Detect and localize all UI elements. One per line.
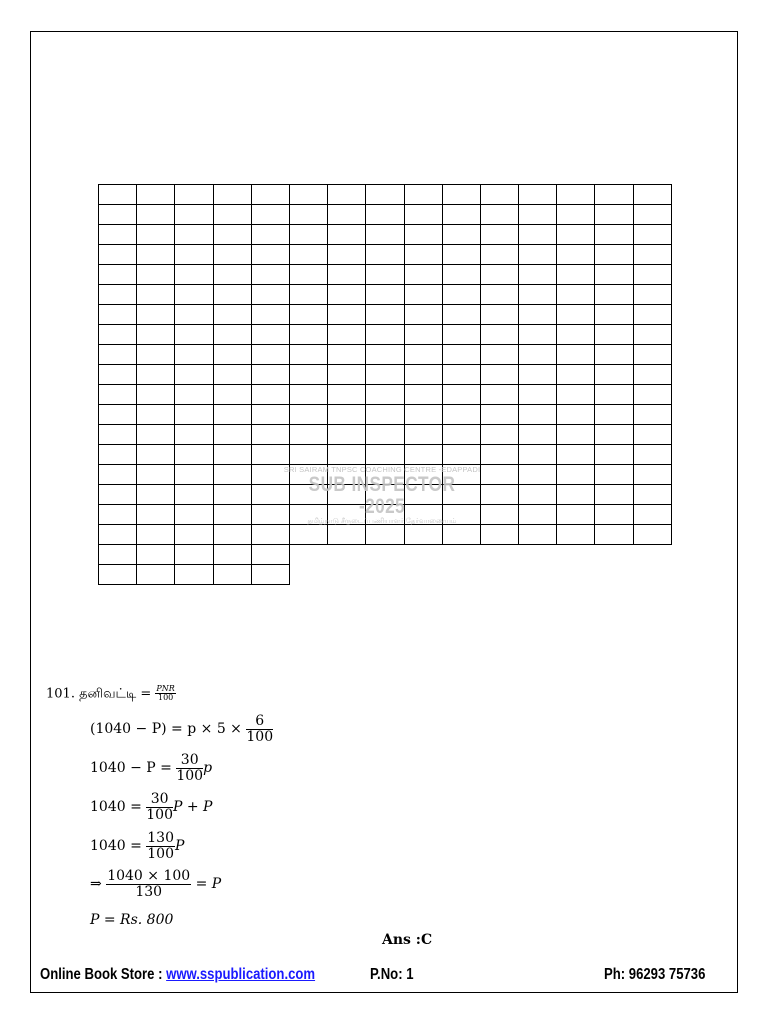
grid-row <box>99 345 672 365</box>
grid-cell <box>633 345 671 365</box>
grid-cell <box>289 245 327 265</box>
grid-cell <box>442 225 480 245</box>
grid-cell <box>289 405 327 425</box>
grid-cell <box>251 565 289 585</box>
grid-cell <box>366 325 404 345</box>
grid-cell <box>175 505 213 525</box>
store-label: Online Book Store : <box>40 966 163 983</box>
grid-cell <box>289 425 327 445</box>
grid-cell <box>404 205 442 225</box>
grid-cell <box>99 325 137 345</box>
grid-cell <box>175 285 213 305</box>
grid-cell <box>480 225 518 245</box>
grid-cell <box>328 365 366 385</box>
watermark <box>272 465 492 526</box>
grid-cell <box>480 245 518 265</box>
grid-cell <box>328 265 366 285</box>
grid-cell <box>289 365 327 385</box>
grid-cell <box>175 325 213 345</box>
grid-cell <box>328 325 366 345</box>
grid-cell <box>519 385 557 405</box>
grid-cell <box>633 445 671 465</box>
grid-cell <box>595 465 633 485</box>
grid-cell <box>633 485 671 505</box>
grid-cell <box>404 365 442 385</box>
grid-cell <box>366 405 404 425</box>
grid-cell <box>595 245 633 265</box>
grid-cell <box>595 225 633 245</box>
grid-cell <box>366 305 404 325</box>
grid-cell <box>175 185 213 205</box>
grid-cell <box>251 385 289 405</box>
grid-cell <box>175 265 213 285</box>
grid-cell <box>175 305 213 325</box>
grid-cell <box>175 345 213 365</box>
grid-cell <box>175 525 213 545</box>
footer-store <box>40 966 315 984</box>
step-2: 1040 − P = $\frac{30}{100}$ p <box>90 752 213 784</box>
grid-cell <box>328 305 366 325</box>
grid-cell <box>366 425 404 445</box>
grid-cell <box>442 305 480 325</box>
grid-cell <box>366 385 404 405</box>
grid-cell <box>480 265 518 285</box>
grid-cell <box>442 425 480 445</box>
grid-cell <box>99 225 137 245</box>
grid-cell <box>404 245 442 265</box>
grid-cell <box>519 425 557 445</box>
grid-cell <box>633 265 671 285</box>
grid-cell <box>366 345 404 365</box>
grid-cell <box>328 285 366 305</box>
grid-cell <box>480 365 518 385</box>
grid-row <box>99 185 672 205</box>
store-link[interactable]: www.sspublication.com <box>166 966 316 983</box>
grid-cell <box>251 285 289 305</box>
answer-grid-extension <box>98 544 290 585</box>
grid-cell <box>175 225 213 245</box>
grid-cell <box>328 225 366 245</box>
grid-cell <box>175 485 213 505</box>
grid-cell <box>442 385 480 405</box>
grid-cell <box>251 225 289 245</box>
grid-cell <box>633 425 671 445</box>
grid-cell <box>213 245 251 265</box>
grid-cell <box>328 345 366 365</box>
grid-cell <box>557 325 595 345</box>
grid-cell <box>137 185 175 205</box>
grid-cell <box>557 465 595 485</box>
grid-row <box>99 305 672 325</box>
grid-cell <box>442 365 480 385</box>
grid-cell <box>633 525 671 545</box>
grid-cell <box>99 545 137 565</box>
grid-cell <box>99 345 137 365</box>
grid-cell <box>633 385 671 405</box>
grid-cell <box>175 405 213 425</box>
grid-cell <box>175 205 213 225</box>
grid-cell <box>404 225 442 245</box>
grid-cell <box>519 365 557 385</box>
grid-cell <box>519 285 557 305</box>
grid-cell <box>175 425 213 445</box>
grid-cell <box>595 205 633 225</box>
grid-cell <box>442 405 480 425</box>
grid-row <box>99 325 672 345</box>
grid-cell <box>366 265 404 285</box>
grid-cell <box>633 405 671 425</box>
grid-cell <box>213 385 251 405</box>
grid-cell <box>213 185 251 205</box>
grid-cell <box>519 445 557 465</box>
grid-cell <box>557 305 595 325</box>
grid-cell <box>633 205 671 225</box>
step-5: ⇒ $\frac{1040 \times 100}{130}$ = P <box>90 868 222 900</box>
grid-cell <box>595 265 633 285</box>
grid-cell <box>251 205 289 225</box>
grid-cell <box>137 345 175 365</box>
grid-cell <box>557 185 595 205</box>
grid-cell <box>213 565 251 585</box>
grid-cell <box>328 205 366 225</box>
grid-cell <box>137 505 175 525</box>
grid-cell <box>251 405 289 425</box>
grid-cell <box>595 425 633 445</box>
grid-cell <box>137 285 175 305</box>
grid-row <box>99 385 672 405</box>
grid-cell <box>99 205 137 225</box>
grid-cell <box>175 385 213 405</box>
grid-cell <box>213 405 251 425</box>
grid-cell <box>366 185 404 205</box>
grid-cell <box>404 525 442 545</box>
grid-row <box>99 545 290 565</box>
grid-cell <box>328 445 366 465</box>
grid-cell <box>633 505 671 525</box>
grid-cell <box>99 465 137 485</box>
grid-cell <box>557 505 595 525</box>
grid-cell <box>404 285 442 305</box>
grid-cell <box>251 365 289 385</box>
grid-cell <box>480 525 518 545</box>
grid-cell <box>366 525 404 545</box>
grid-cell <box>213 205 251 225</box>
question-number: 101. <box>46 686 75 702</box>
grid-cell <box>595 505 633 525</box>
grid-cell <box>595 345 633 365</box>
grid-cell <box>633 225 671 245</box>
step-6: P = Rs. 800 <box>90 912 174 928</box>
grid-cell <box>137 205 175 225</box>
grid-cell <box>175 465 213 485</box>
grid-cell <box>99 565 137 585</box>
grid-cell <box>137 425 175 445</box>
grid-cell <box>137 445 175 465</box>
watermark-line3: தமிழ்நாடு சீருடைப்பணியாளர் தேர்வாணையம் <box>307 518 457 525</box>
grid-cell <box>213 305 251 325</box>
grid-cell <box>289 305 327 325</box>
grid-cell <box>213 285 251 305</box>
grid-cell <box>99 405 137 425</box>
grid-cell <box>213 325 251 345</box>
grid-cell <box>289 345 327 365</box>
grid-cell <box>557 365 595 385</box>
grid-row <box>99 245 672 265</box>
grid-cell <box>595 385 633 405</box>
grid-cell <box>480 185 518 205</box>
grid-cell <box>137 365 175 385</box>
grid-cell <box>251 325 289 345</box>
grid-cell <box>328 525 366 545</box>
grid-cell <box>595 445 633 465</box>
grid-cell <box>289 265 327 285</box>
grid-cell <box>328 405 366 425</box>
grid-cell <box>595 325 633 345</box>
grid-cell <box>99 505 137 525</box>
footer-phone: Ph: 96293 75736 <box>604 966 706 983</box>
grid-cell <box>480 325 518 345</box>
grid-cell <box>557 245 595 265</box>
grid-cell <box>175 245 213 265</box>
grid-cell <box>519 485 557 505</box>
grid-cell <box>595 525 633 545</box>
grid-cell <box>480 305 518 325</box>
grid-cell <box>404 185 442 205</box>
grid-cell <box>137 465 175 485</box>
grid-cell <box>251 525 289 545</box>
question-header: 101. தனிவட்டி = $\frac{\text{PNR}}{100}$ <box>46 684 175 703</box>
grid-cell <box>175 365 213 385</box>
grid-cell <box>137 545 175 565</box>
grid-cell <box>442 205 480 225</box>
grid-cell <box>137 245 175 265</box>
grid-cell <box>251 545 289 565</box>
grid-cell <box>480 425 518 445</box>
grid-cell <box>633 285 671 305</box>
answer: Ans :C <box>382 932 433 948</box>
grid-cell <box>595 405 633 425</box>
grid-cell <box>99 245 137 265</box>
grid-row <box>99 445 672 465</box>
grid-cell <box>137 225 175 245</box>
grid-cell <box>404 325 442 345</box>
grid-cell <box>366 445 404 465</box>
grid-cell <box>519 225 557 245</box>
grid-cell <box>175 545 213 565</box>
grid-row <box>99 205 672 225</box>
formula-label: தனிவட்டி <box>79 686 137 702</box>
grid-cell <box>595 285 633 305</box>
grid-cell <box>557 485 595 505</box>
grid-cell <box>289 185 327 205</box>
grid-cell <box>519 305 557 325</box>
step-3: 1040 = $\frac{30}{100}$ P + P <box>90 791 213 823</box>
grid-cell <box>480 205 518 225</box>
grid-cell <box>99 185 137 205</box>
grid-cell <box>442 445 480 465</box>
grid-cell <box>289 385 327 405</box>
grid-cell <box>480 285 518 305</box>
grid-cell <box>557 265 595 285</box>
grid-cell <box>519 405 557 425</box>
grid-cell <box>99 305 137 325</box>
grid-cell <box>519 345 557 365</box>
grid-cell <box>99 285 137 305</box>
grid-cell <box>404 305 442 325</box>
grid-cell <box>519 245 557 265</box>
grid-cell <box>404 265 442 285</box>
grid-cell <box>557 345 595 365</box>
grid-cell <box>404 345 442 365</box>
grid-cell <box>366 285 404 305</box>
grid-row <box>99 425 672 445</box>
grid-cell <box>175 565 213 585</box>
formula-fraction: $\frac{\text{PNR}}{100}$ <box>156 684 175 703</box>
grid-cell <box>519 525 557 545</box>
grid-cell <box>213 465 251 485</box>
grid-row <box>99 265 672 285</box>
grid-cell <box>137 385 175 405</box>
grid-cell <box>442 285 480 305</box>
grid-cell <box>99 425 137 445</box>
grid-cell <box>480 445 518 465</box>
grid-cell <box>328 385 366 405</box>
grid-cell <box>404 405 442 425</box>
grid-cell <box>557 525 595 545</box>
grid-cell <box>519 205 557 225</box>
grid-cell <box>519 465 557 485</box>
page-number: 1 <box>406 966 414 983</box>
grid-cell <box>251 265 289 285</box>
grid-cell <box>480 385 518 405</box>
grid-cell <box>289 205 327 225</box>
grid-cell <box>99 385 137 405</box>
grid-cell <box>99 365 137 385</box>
grid-cell <box>251 305 289 325</box>
grid-cell <box>595 365 633 385</box>
grid-cell <box>557 285 595 305</box>
grid-cell <box>480 345 518 365</box>
grid-cell <box>519 185 557 205</box>
grid-row <box>99 525 672 545</box>
grid-row <box>99 285 672 305</box>
grid-cell <box>137 325 175 345</box>
grid-cell <box>213 445 251 465</box>
grid-cell <box>289 285 327 305</box>
grid-cell <box>404 425 442 445</box>
grid-cell <box>366 205 404 225</box>
grid-cell <box>289 225 327 245</box>
grid-cell <box>213 545 251 565</box>
grid-cell <box>442 525 480 545</box>
grid-cell <box>251 245 289 265</box>
grid-cell <box>99 525 137 545</box>
grid-cell <box>328 425 366 445</box>
grid-cell <box>633 325 671 345</box>
grid-cell <box>251 445 289 465</box>
grid-cell <box>366 245 404 265</box>
grid-cell <box>595 305 633 325</box>
grid-cell <box>633 465 671 485</box>
grid-cell <box>289 325 327 345</box>
grid-cell <box>213 365 251 385</box>
grid-cell <box>213 225 251 245</box>
grid-cell <box>442 325 480 345</box>
step-4: 1040 = $\frac{130}{100}$ P <box>90 830 185 862</box>
grid-cell <box>557 385 595 405</box>
grid-cell <box>213 525 251 545</box>
grid-cell <box>442 185 480 205</box>
grid-cell <box>595 185 633 205</box>
grid-cell <box>137 405 175 425</box>
grid-cell <box>137 565 175 585</box>
grid-row <box>99 365 672 385</box>
grid-cell <box>328 185 366 205</box>
grid-cell <box>213 345 251 365</box>
grid-cell <box>633 185 671 205</box>
grid-cell <box>137 265 175 285</box>
grid-cell <box>137 485 175 505</box>
grid-cell <box>251 425 289 445</box>
grid-cell <box>328 245 366 265</box>
grid-cell <box>213 265 251 285</box>
grid-cell <box>404 445 442 465</box>
grid-cell <box>557 205 595 225</box>
watermark-line1: SRI SAIRAM TNPSC COACHING CENTRE -EDAPPADI <box>283 465 481 474</box>
grid-cell <box>519 505 557 525</box>
page-label: P.No: <box>370 966 403 983</box>
grid-cell <box>557 425 595 445</box>
grid-cell <box>251 185 289 205</box>
grid-cell <box>404 385 442 405</box>
grid-cell <box>213 485 251 505</box>
step-1: (1040 − P) = p × 5 × $\frac{6}{100}$ <box>90 713 274 745</box>
grid-row <box>99 225 672 245</box>
grid-cell <box>557 225 595 245</box>
grid-cell <box>633 305 671 325</box>
grid-cell <box>99 485 137 505</box>
grid-cell <box>99 445 137 465</box>
grid-cell <box>251 345 289 365</box>
grid-cell <box>557 405 595 425</box>
grid-cell <box>366 365 404 385</box>
grid-cell <box>99 265 137 285</box>
grid-cell <box>366 225 404 245</box>
grid-cell <box>289 525 327 545</box>
grid-cell <box>213 425 251 445</box>
grid-cell <box>519 265 557 285</box>
grid-cell <box>137 525 175 545</box>
grid-row <box>99 565 290 585</box>
grid-cell <box>480 405 518 425</box>
grid-row <box>99 405 672 425</box>
footer-page <box>370 966 414 984</box>
grid-cell <box>442 265 480 285</box>
grid-cell <box>442 345 480 365</box>
grid-cell <box>633 365 671 385</box>
grid-cell <box>175 445 213 465</box>
grid-cell <box>442 245 480 265</box>
grid-cell <box>519 325 557 345</box>
grid-cell <box>213 505 251 525</box>
grid-cell <box>137 305 175 325</box>
watermark-title: SUB INSPECTOR -2025 <box>308 473 456 518</box>
grid-cell <box>289 445 327 465</box>
grid-cell <box>633 245 671 265</box>
grid-cell <box>595 485 633 505</box>
grid-cell <box>557 445 595 465</box>
